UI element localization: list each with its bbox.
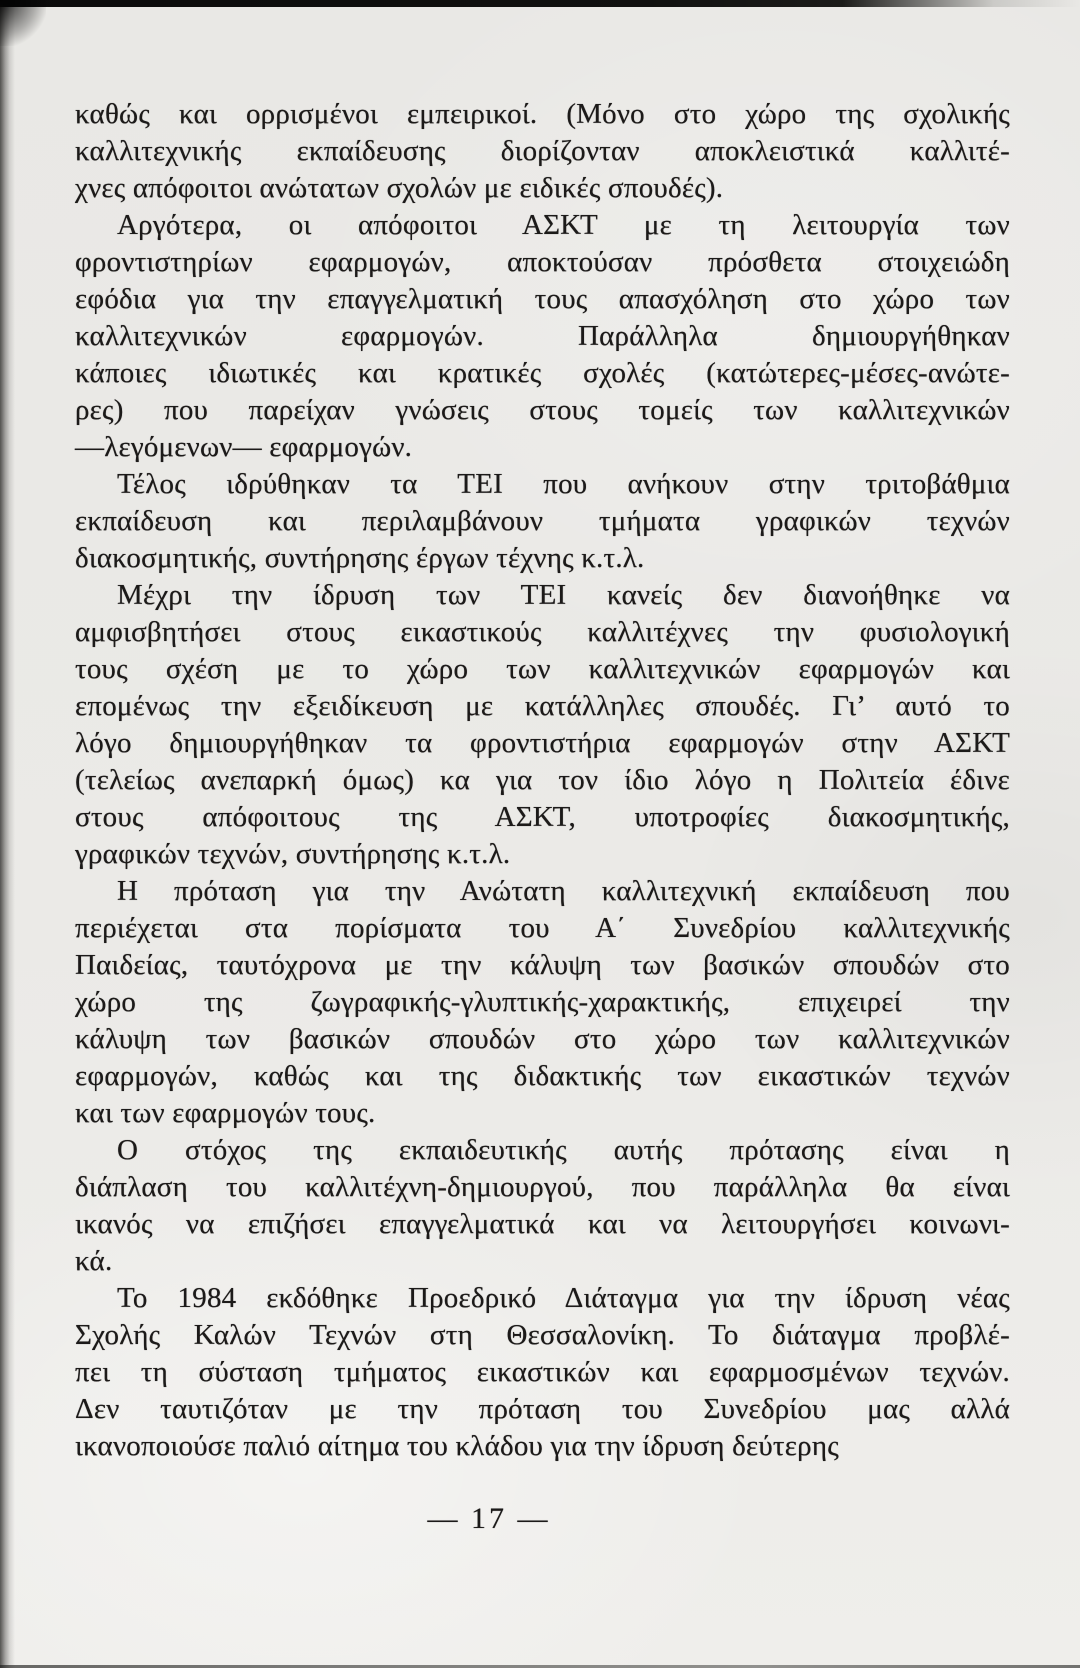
paragraph xyxy=(75,466,1010,577)
text-line: Παιδείας, ταυτόχρονα με την κάλυψη των βασικών σπουδών στο xyxy=(75,949,1010,981)
text-line: ρες) που παρείχαν γνώσεις στους τομείς των καλλιτεχνικών xyxy=(75,394,1010,426)
text-line: εφαρμογών, καθώς και της διδακτικής των εικαστικών τεχνών xyxy=(75,1060,1010,1092)
text-line: πει τη σύσταση τμήματος εικαστικών και εφαρμοσμένων τεχνών. xyxy=(75,1356,1010,1388)
text-line: στους απόφοιτους της ΑΣΚΤ, υποτροφίες διακοσμητικής, xyxy=(75,801,1010,833)
text-line: τους σχέση με το χώρο των καλλιτεχνικών εφαρμογών και xyxy=(75,653,1010,685)
text-line: Μέχρι την ίδρυση των ΤΕΙ κανείς δεν διανοήθηκε να xyxy=(117,579,1010,611)
paragraph xyxy=(75,577,1010,873)
text-line: Το 1984 εκδόθηκε Προεδρικό Διάταγμα για την ίδρυση νέας xyxy=(117,1282,1010,1314)
text-line: Δεν ταυτιζόταν με την πρόταση του Συνεδρίου μας αλλά xyxy=(75,1393,1010,1425)
text-line: Ο στόχος της εκπαιδευτικής αυτής πρότασης είναι η xyxy=(117,1134,1010,1166)
text-line: περιέχεται στα πορίσματα του Α΄ Συνεδρίου καλλιτεχνικής xyxy=(75,912,1010,944)
text-line: κάποιες ιδιωτικές και κρατικές σχολές (κατώτερες-μέσες-ανώτε- xyxy=(75,357,1010,389)
paragraph xyxy=(75,1132,1010,1280)
scan-edge-top xyxy=(0,0,1080,7)
paragraph xyxy=(75,873,1010,1132)
text-line: Αργότερα, οι απόφοιτοι ΑΣΚΤ με τη λειτουργία των xyxy=(117,209,1010,241)
text-line: Σχολής Καλών Τεχνών στη Θεσσαλονίκη. Το διάταγμα προβλέ- xyxy=(75,1319,1010,1351)
text-line: —λεγόμενων— εφαρμογών. xyxy=(75,431,413,463)
text-line: διάπλαση του καλλιτέχνη-δημιουργού, που παράλληλα θα είναι xyxy=(75,1171,1010,1203)
text-line: ικανοποιούσε παλιό αίτημα του κλάδου για την ίδρυση δεύτερης xyxy=(75,1430,839,1462)
page-text-block xyxy=(75,96,1010,1465)
text-line: χνες απόφοιτοι ανώτατων σχολών με ειδικές σπουδές). xyxy=(75,172,724,204)
page-number: — 17 — xyxy=(427,1502,551,1535)
text-line: εκπαίδευση και περιλαμβάνουν τμήματα γραφικών τεχνών xyxy=(75,505,1010,537)
scan-corner-shadow xyxy=(0,0,46,46)
text-line: καλλιτεχνικής εκπαίδευσης διορίζονταν αποκλειστικά καλλιτέ- xyxy=(75,135,1010,167)
text-line: λόγο δημιουργήθηκαν τα φροντιστήρια εφαρμογών στην ΑΣΚΤ xyxy=(75,727,1010,759)
text-line: Η πρόταση για την Ανώτατη καλλιτεχνική εκπαίδευση που xyxy=(117,875,1010,907)
text-line: καθώς και ορρισμένοι εμπειρικοί. (Μόνο στο χώρο της σχολικής xyxy=(75,98,1010,130)
text-line: ικανός να επιζήσει επαγγελματικά και να λειτουργήσει κοινωνι- xyxy=(75,1208,1010,1240)
paragraph xyxy=(75,96,1010,207)
text-line: διακοσμητικής, συντήρησης έργων τέχνης κ.τ.λ. xyxy=(75,542,645,574)
text-line: επομένως την εξειδίκευση με κατάλληλες σπουδές. Γι’ αυτό το xyxy=(75,690,1010,722)
paragraph xyxy=(75,207,1010,466)
text-line: κάλυψη των βασικών σπουδών στο χώρο των καλλιτεχνικών xyxy=(75,1023,1010,1055)
paragraph xyxy=(75,1280,1010,1465)
text-line: γραφικών τεχνών, συντήρησης κ.τ.λ. xyxy=(75,838,511,870)
text-line: και των εφαρμογών τους. xyxy=(75,1097,376,1129)
text-line: αμφισβητήσει στους εικαστικούς καλλιτέχνες την φυσιολογική xyxy=(75,616,1010,648)
text-line: φροντιστηρίων εφαρμογών, αποκτούσαν πρόσθετα στοιχειώδη xyxy=(75,246,1010,278)
text-line: καλλιτεχνικών εφαρμογών. Παράλληλα δημιουργήθηκαν xyxy=(75,320,1010,352)
text-line: εφόδια για την επαγγελματική τους απασχόληση στο χώρο των xyxy=(75,283,1010,315)
text-line: χώρο της ζωγραφικής-γλυπτικής-χαρακτικής, επιχειρεί την xyxy=(75,986,1010,1018)
scan-edge-left xyxy=(0,0,15,1668)
text-line: (τελείως ανεπαρκή όμως) κα για τον ίδιο λόγο η Πολιτεία έδινε xyxy=(75,764,1010,796)
text-line: Τέλος ιδρύθηκαν τα ΤΕΙ που ανήκουν στην τριτοβάθμια xyxy=(117,468,1010,500)
text-line: κά. xyxy=(75,1245,113,1277)
